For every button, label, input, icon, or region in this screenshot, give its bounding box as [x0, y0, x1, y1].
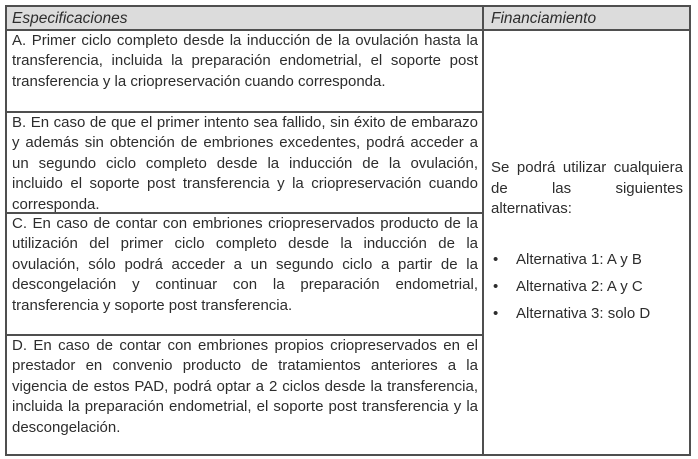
financing-cell — [482, 31, 689, 454]
alternative-label: Alternativa 1: A y B — [516, 250, 642, 268]
alternative-label: Alternativa 3: solo D — [516, 304, 651, 322]
spec-row-b: B. En caso de que el primer intento sea fallido, sin éxito de embarazo y además sin obtención de embriones excedentes, podrá acceder a un segundo ciclo completo desde la inducción de la ovulación, incluido el soporte post transferencia y la criopreservación cuando corresponda. — [7, 113, 482, 214]
spec-row-d: D. En caso de contar con embriones propios criopreservados en el prestador en convenio producto de tratamientos anteriores a la vigencia de estos PAD, podrá optar a 2 ciclos desde la transferencia, incluida la preparación endometrial, el soporte post transferencia y la descongelación. — [12, 337, 478, 436]
spec-row-a: A. Primer ciclo completo desde la inducción de la ovulación hasta la transferencia, incluida la preparación endometrial, el soporte post transferencia y la criopreservación cuando corresponda. — [7, 31, 482, 113]
bullet-icon: • — [493, 250, 499, 268]
list-item — [491, 300, 683, 327]
table-body — [7, 31, 689, 454]
bullet-icon: • — [493, 304, 499, 322]
financing-intro-text: Se podrá utilizar cualquiera de las siguientes alternativas: — [491, 159, 683, 218]
header-financiamiento: Financiamiento — [482, 7, 689, 29]
spec-row-c: C. En caso de contar con embriones criopreservados producto de la utilización del primer ciclo completo desde la inducción de la ovulación, sólo podrá acceder a un segundo ciclo a partir de la descongelación y continuar con la preparación endometrial, transferencia y soporte post transferencia. — [7, 214, 482, 336]
alternative-label: Alternativa 2: A y C — [516, 277, 643, 295]
bullet-icon: • — [493, 277, 499, 295]
table-header-row — [7, 7, 689, 31]
list-item — [491, 273, 683, 300]
alternatives-list — [491, 246, 683, 327]
list-item — [491, 246, 683, 273]
header-especificaciones: Especificaciones — [12, 10, 128, 27]
specifications-column — [7, 31, 482, 454]
specifications-table — [5, 5, 691, 456]
